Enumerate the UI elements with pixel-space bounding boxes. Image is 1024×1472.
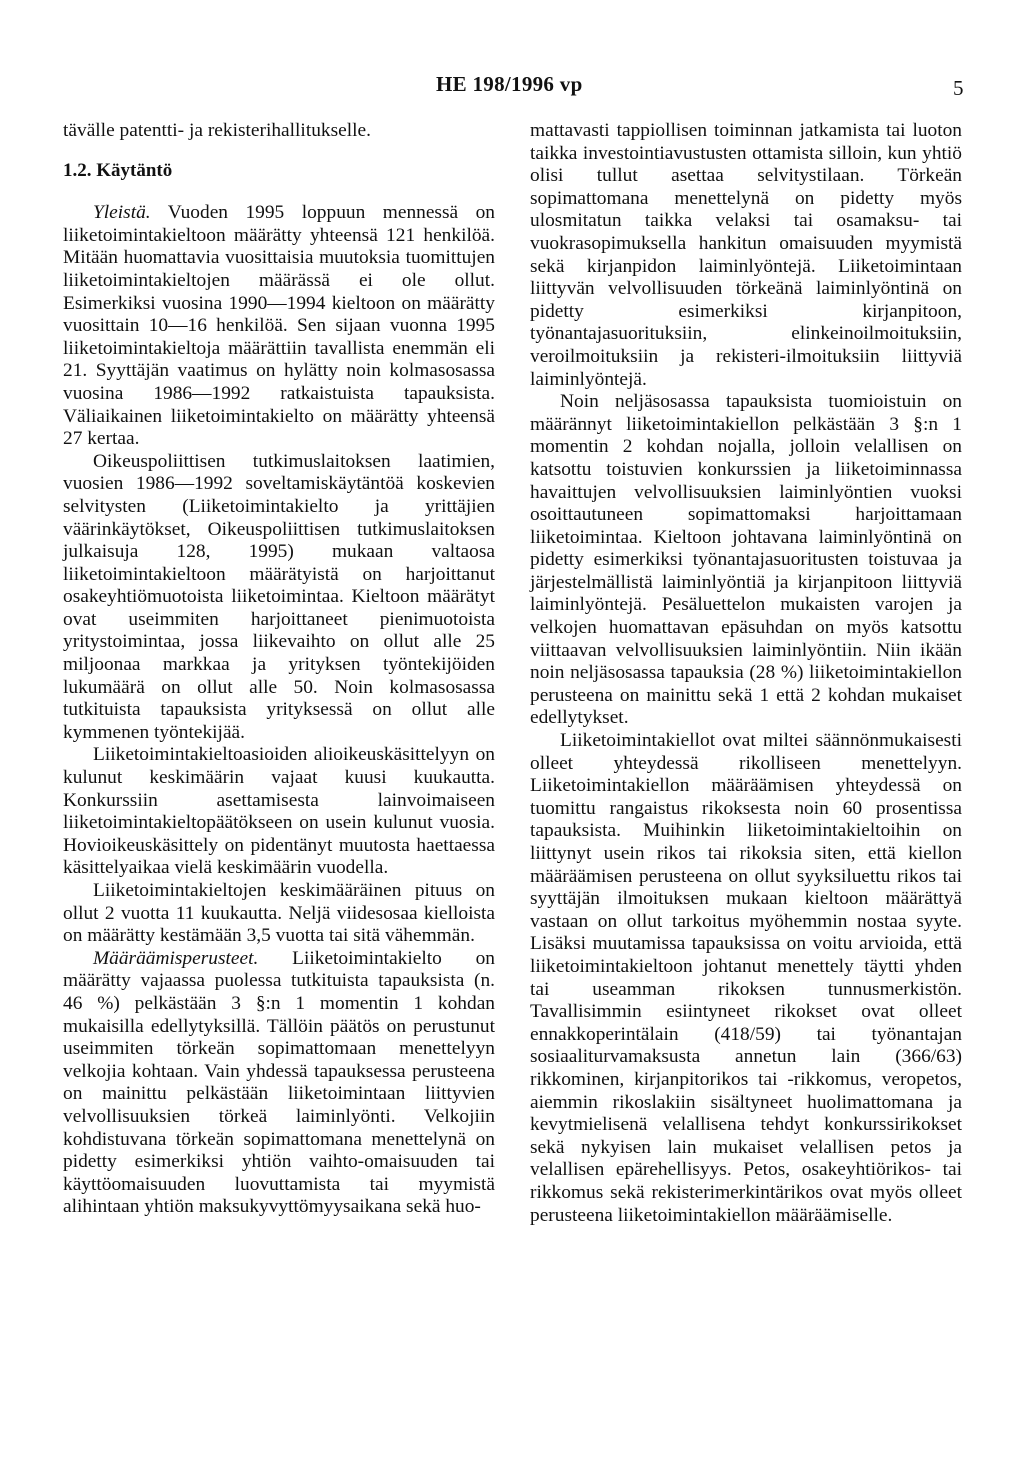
document-title: HE 198/1996 vp [436, 72, 583, 96]
paragraph: Noin neljäsosassa tapauksista tuomioistuin on määrännyt liiketoimintakiellon pelkästään 3 §:n 1 momentin 2 kohdan nojalla, jolloin velallisen on katsottu toistuvien konkurssien ja liiketoiminnassa havaittujen velvollisuuksien laiminlyöntien vuoksi osoittautuneen sopimattomaksi harjoittamaan liiketoimintaa. Kieltoon johtavana laiminlyöntinä on pidetty esimerkiksi työnantajasuoritusten toistuvaa ja järjestelmällistä laiminlyöntiä ja kirjanpitoon liittyviä laiminlyöntejä. Pesäluettelon mukaisten varojen ja velkojen huomattavan epäsuhdan on myös katsottu viittaavan velvollisuuksien laiminlyöntiin. Niin ikään noin neljäsosassa tapauksia (28 %) liiketoimintakiellon perusteena on mainittu sekä 1 että 2 kohdan mukaiset edellytykset. [530, 391, 962, 729]
paragraph-grounds [63, 948, 495, 1219]
section-heading: 1.2. Käytäntö [63, 159, 173, 181]
paragraph: Liiketoimintakieltojen keskimääräinen pituus on ollut 2 vuotta 11 kuukautta. Neljä viidesosaa kielloista on määrätty kestämään 3,5 vuotta tai sitä vähemmän. [63, 880, 495, 947]
left-column [63, 120, 495, 1219]
right-column [530, 120, 962, 1227]
paragraph-general [63, 202, 495, 451]
page-header [0, 72, 1024, 102]
paragraph-lead-grounds: Määräämisperusteet. [93, 947, 259, 969]
paragraph: Oikeuspoliittisen tutkimuslaitoksen laatimien, vuosien 1986—1992 soveltamiskäytäntöä koskevien selvitysten (Liiketoimintakielto ja yrittäjien väärinkäytökset, Oikeuspoliittisen tutkimuslaitoksen julkaisuja 128, 1995) mukaan valtaosa liiketoimintakieltoon määrätyistä on harjoittanut osakeyhtiömuotoista liiketoimintaa. Kieltoon määrätyt ovat useimmiten harjoittaneet pienimuotoista yritystoimintaa, jossa liikevaihto on ollut alle 25 miljoonaa markkaa ja yrityksen työntekijöiden lukumäärä on ollut alle 50. Noin kolmasosassa tutkituista tapauksista yrityksessä on ollut alle kymmenen työntekijää. [63, 450, 495, 743]
continuation-paragraph: tävälle patentti- ja rekisterihallitukselle. [63, 120, 371, 141]
paragraph-text: Liiketoimintakielto on määrätty vajaassa puolessa tutkituista tapauksista (n. 46 %) pelkästään 3 §:n 1 momentin 1 kohdan mukaisilla edellytyksillä. Tällöin päätös on perustunut useimmiten törkeän sopimattomaan menettelyyn velkojia kohtaan. Vain yhdessä tapauksessa perusteena on mainittu pelkästään liiketoimintaan liittyvien velvollisuuksien törkeä laiminlyönti. Velkojiin kohdistuvana törkeän sopimattomana menettelynä on pidetty esimerkiksi yhtiön vaihto-omaisuuden tai käyttöomaisuuden luovuttamista tai myymistä alihintaan yhtiön maksukyvyttömyysaikana sekä huo- [63, 947, 495, 1218]
paragraph-lead-general: Yleistä. [93, 202, 151, 224]
paragraph: Liiketoimintakiellot ovat miltei säännönmukaisesti olleet yhteydessä rikolliseen menettelyyn. Liiketoimintakiellon määräämisen yhteydessä on tuomittu rangaistus rikoksesta noin 60 prosentissa tapauksista. Muihinkin liiketoimintakieltoihin on liittynyt usein rikos tai rikoksia siten, että kiellon määräämisen perusteena on ollut syyksiluettu rikos tai syyttäjän ilmoituksen mukaan kieltoon määrättyä vastaan on ollut tarkoitus myöhemmin nostaa syyte. Lisäksi muutamissa tapauksissa on voitu arvioida, että liiketoimintakieltoon johtanut menettely täytti yhden tai useamman rikoksen tunnusmerkistön. Tavallisimmin esiintyneet rikokset ovat olleet ennakkoperintälain (418/59) tai työnantajan sosiaaliturvamaksusta annetun lain (366/63) rikkominen, kirjanpitorikos tai -rikkomus, veropetos, aiemmin rikoslakiin sisältyneet huolimattomana ja kevytmielisenä velallisena tehdyt konkurssirikokset sekä nykyisen lain mukaiset velallisen petos ja velallisen epärehellisyys. Petos, osakeyhtiörikos- tai rikkomus sekä rekisterimerkintärikos ovat myös olleet perusteena liiketoimintakiellon määräämiselle. [530, 730, 962, 1226]
paragraph: Liiketoimintakieltoasioiden alioikeuskäsittelyyn on kulunut keskimäärin vajaat kuusi kuukautta. Konkurssiin asettamisesta lainvoimaiseen liiketoimintakieltopäätökseen on usein kulunut vuosia. Hovioikeuskäsittely on pidentänyt muutosta haettaessa käsittelyaikaa vielä keskimäärin vuodella. [63, 744, 495, 879]
continuation-paragraph: mattavasti tappiollisen toiminnan jatkamista tai luoton taikka investointiavustusten ottamista silloin, kun yhtiö olisi tullut asettaa selvitystilaan. Törkeän sopimattomana menettelynä on pidetty myös ulosmitatun taikka velaksi tai osamaksu- tai vuokrasopimuksella hankitun omaisuuden myymistä sekä kirjanpidon laiminlyöntejä. Liiketoimintaan liittyvän velvollisuuden törkeänä laiminlyöntinä on pidetty esimerkiksi kirjanpitoon, työnantajasuorituksiin, elinkeinoilmoituksiin, veroilmoituksiin ja rekisteri-ilmoituksiin liittyviä laiminlyöntejä. [530, 120, 962, 390]
paragraph-text: Vuoden 1995 loppuun mennessä on liiketoimintakieltoon määrätty yhteensä 121 henkilöä. Mitään huomattavia vuosittaisia muutoksia tuomittujen liiketoimintakieltojen määrässä ei ole ollut. Esimerkiksi vuosina 1990—1994 kieltoon on määrätty vuosittain 10—16 henkilöä. Sen sijaan vuonna 1995 liiketoimintakieltoja määrättiin tavallista enemmän eli 21. Syyttäjän vaatimus on hylätty noin kolmasosassa vuosina 1986—1992 ratkaistuista tapauksista. Väliaikainen liiketoimintakielto on määrätty yhteensä 27 kertaa. [63, 202, 495, 450]
page-number: 5 [953, 76, 964, 100]
